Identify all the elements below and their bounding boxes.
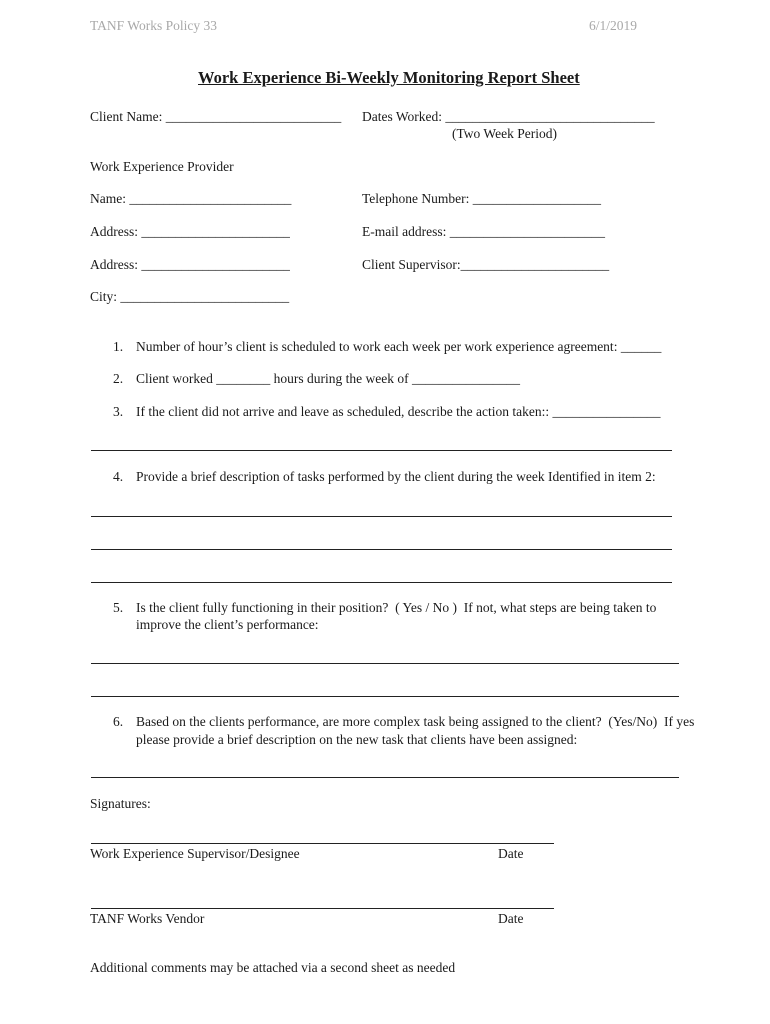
supervisor-date-label: Date	[498, 846, 524, 861]
header-date: 6/1/2019	[589, 18, 638, 33]
two-week-period-note: (Two Week Period)	[452, 126, 557, 141]
vendor-signature-line[interactable]	[91, 908, 554, 909]
item-4-number: 4.	[113, 469, 124, 484]
item-6-number: 6.	[113, 714, 124, 729]
item-2-number: 2.	[113, 371, 124, 386]
page-title: Work Experience Bi-Weekly Monitoring Report Sheet	[198, 68, 580, 87]
header-policy: TANF Works Policy 33	[90, 18, 217, 33]
answer-line[interactable]	[91, 696, 679, 697]
item-1-number: 1.	[113, 339, 124, 354]
answer-line[interactable]	[91, 582, 672, 583]
answer-line[interactable]	[91, 663, 679, 664]
address-field-2[interactable]: Address: ______________________	[90, 257, 290, 272]
provider-heading: Work Experience Provider	[90, 159, 234, 174]
provider-name-field[interactable]: Name: ________________________	[90, 191, 292, 206]
item-3-text[interactable]: If the client did not arrive and leave as scheduled, describe the action taken:: ________________	[136, 404, 661, 419]
item-5-text-line1: Is the client fully functioning in their position? ( Yes / No ) If not, what steps are being taken to	[136, 600, 657, 615]
item-6-text-line1: Based on the clients performance, are more complex task being assigned to the client? (Yes/No) If yes	[136, 714, 695, 729]
vendor-date-label: Date	[498, 911, 524, 926]
item-6-text-line2: please provide a brief description on the new task that clients have been assigned:	[136, 732, 578, 747]
supervisor-signature-line[interactable]	[91, 843, 554, 844]
dates-worked-field[interactable]: Dates Worked: _______________________________	[362, 109, 655, 124]
item-4-text: Provide a brief description of tasks performed by the client during the week Identified in item 2:	[136, 469, 656, 484]
answer-line[interactable]	[91, 516, 672, 517]
item-5-text-line2: improve the client’s performance:	[136, 617, 319, 632]
answer-line[interactable]	[91, 549, 672, 550]
vendor-signature-label: TANF Works Vendor	[90, 911, 205, 926]
footer-note: Additional comments may be attached via a second sheet as needed	[90, 960, 456, 975]
address-field-1[interactable]: Address: ______________________	[90, 224, 290, 239]
city-field[interactable]: City: _________________________	[90, 289, 290, 304]
item-1-text[interactable]: Number of hour’s client is scheduled to work each week per work experience agreement: ______	[136, 339, 662, 354]
item-2-text[interactable]: Client worked ________ hours during the week of ________________	[136, 371, 520, 386]
client-supervisor-field[interactable]: Client Supervisor:______________________	[362, 257, 610, 272]
telephone-field[interactable]: Telephone Number: ___________________	[362, 191, 602, 206]
supervisor-signature-label: Work Experience Supervisor/Designee	[90, 846, 300, 861]
item-5-number: 5.	[113, 600, 124, 615]
client-name-field[interactable]: Client Name: __________________________	[90, 109, 342, 124]
answer-line[interactable]	[91, 450, 672, 451]
item-3-number: 3.	[113, 404, 124, 419]
email-field[interactable]: E-mail address: _______________________	[362, 224, 605, 239]
answer-line[interactable]	[91, 777, 679, 778]
signatures-heading: Signatures:	[90, 796, 151, 811]
